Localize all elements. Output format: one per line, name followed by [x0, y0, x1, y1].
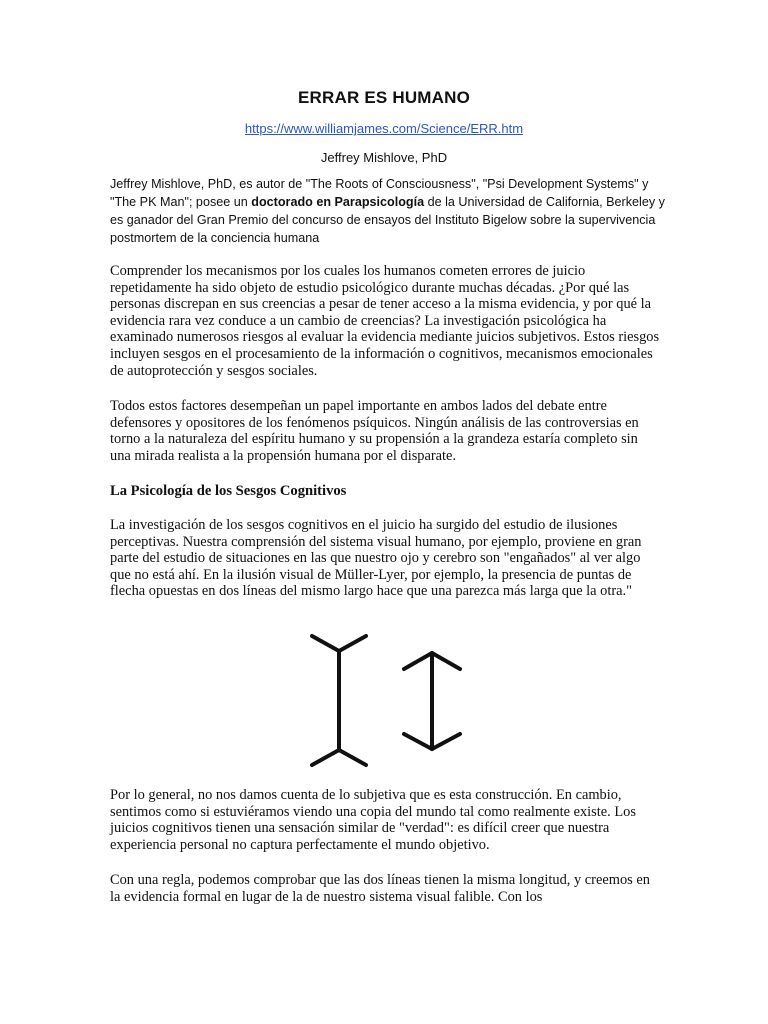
right-top-head-right	[432, 653, 460, 669]
source-url-link[interactable]: https://www.williamjames.com/Science/ERR.htm	[244, 121, 524, 136]
section-heading: La Psicología de los Sesgos Cognitivos	[110, 483, 347, 499]
left-top-fin-left	[312, 636, 339, 651]
source-url-line	[0, 121, 768, 136]
paragraph-2: Todos estos factores desempeñan un papel importante en ambos lados del debate entre defensores y opositores de los fenómenos psíquicos. Ningún análisis de las controversias en torno a la naturaleza del espíritu humano y su propensión a la grandeza estaría completo sin una mirada realista a la propensión humana por el disparate.	[110, 398, 639, 464]
author-bio	[110, 175, 665, 247]
right-top-head-left	[404, 653, 432, 669]
document-title: ERRAR ES HUMANO	[297, 88, 471, 107]
paragraph-5: Con una regla, podemos comprobar que las dos líneas tienen la misma longitud, y creemos en la evidencia formal en lugar de la de nuestro sistema visual falible. Con los	[110, 872, 650, 905]
left-bottom-fin-left	[312, 750, 339, 765]
author-name: Jeffrey Mishlove, PhD	[320, 150, 448, 165]
paragraph-1: Comprender los mecanismos por los cuales los humanos cometen errores de juicio repetidamente ha sido objeto de estudio psicológico durante muchas décadas. ¿Por qué las personas discrepan en sus creencias a pesar de tener acceso a la misma evidencia, y por qué la evidencia rara vez conduce a un cambio de creencias? La investigación psicológica ha examinado numerosos riesgos al evaluar la evidencia mediante juicios subjetivos. Estos riesgos incluyen sesgos en el procesamiento de la información o cognitivos, mecanismos emocionales de autoprotección y sesgos sociales.	[110, 263, 660, 379]
author-bio-text-1: Jeffrey Mishlove, PhD, es autor de "The Roots of Consciousness", "Psi Development Systems" y "The PK Man"; posee un	[110, 177, 649, 209]
right-bottom-head-right	[432, 734, 460, 749]
paragraph-4: Por lo general, no nos damos cuenta de lo subjetiva que es esta construcción. En cambio, sentimos como si estuviéramos viendo una copia del mundo tal como realmente existe. Los juicios cognitivos tienen una sensación similar de "verdad": es difícil creer que nuestra experiencia personal no captura perfectamente el mundo objetivo.	[110, 787, 636, 853]
author-bio-bold: doctorado en Parapsicología	[251, 195, 425, 209]
right-bottom-head-left	[404, 734, 432, 749]
muller-lyer-illusion-figure	[300, 628, 480, 773]
left-top-fin-right	[339, 636, 366, 651]
left-bottom-fin-right	[339, 750, 366, 765]
author-bio-text-2: de la Universidad de California, Berkeley y es ganador del Gran Premio del concurso de ensayos del Instituto Bigelow sobre la supervivencia postmortem de la conciencia humana	[110, 195, 665, 245]
paragraph-3: La investigación de los sesgos cognitivos en el juicio ha surgido del estudio de ilusiones perceptivas. Nuestra comprensión del sistema visual humano, por ejemplo, proviene en gran parte del estudio de situaciones en las que nuestro ojo y cerebro son "engañados" al ver algo que no está ahí. En la ilusión visual de Müller-Lyer, por ejemplo, la presencia de puntas de flecha opuestas en dos líneas del mismo largo hace que una parezca más larga que la otra."	[110, 517, 642, 600]
